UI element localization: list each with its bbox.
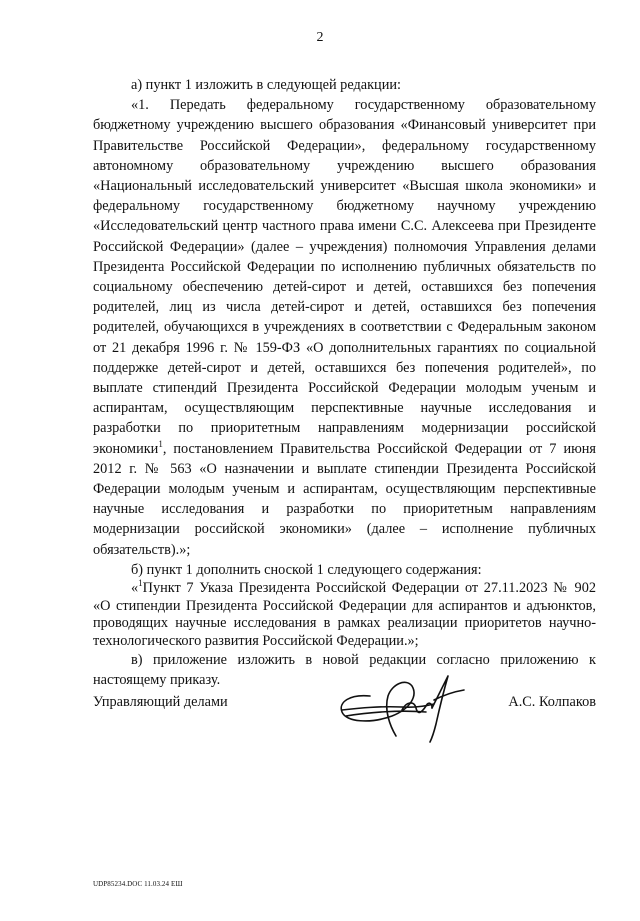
paragraph-point-1: [93, 95, 596, 560]
page-number: 2: [316, 30, 324, 45]
paragraph-c: в) приложение изложить в новой редакции согласно приложению к настоящему приказу.: [93, 652, 596, 689]
document-footer: UDP85234.DOC 11.03.24 ЕШ: [93, 880, 183, 888]
footnote-number: 1: [138, 578, 143, 589]
footnote-marker: 1: [158, 438, 163, 449]
footnote-open-quote: «: [131, 580, 139, 597]
signatory-position: Управляющий делами: [93, 694, 228, 710]
paragraph-a: а) пункт 1 изложить в следующей редакции:: [131, 77, 401, 93]
paragraph-footnote: [93, 580, 596, 650]
document-body: [93, 75, 596, 690]
footnote-text: Пункт 7 Указа Президента Российской Федерации от 27.11.2023 № 902 «О стипендии Президента Российской Федерации для аспирантов и адъюнктов, проводящих научные исследования в рамках реализации приоритетов научно-технологического развития Российской Федерации.»;: [93, 580, 596, 649]
paragraph-b: б) пункт 1 дополнить сноской 1 следующего содержания:: [131, 561, 482, 578]
paragraph-point-1-text-cont: , постановлением Правительства Российской Федерации от 7 июня 2012 г. № 563 «О назначении и выплате стипендии Президента Российской Федерации молодым ученым и аспирантам, осуществляющим перспективные научные исследования и разработки по приоритетным направлениям модернизации российской экономики» (далее – исполнение публичных обязательств).»;: [93, 440, 596, 558]
paragraph-point-1-text: «1. Передать федеральному государственному образовательному бюджетному учреждению высшего образования «Финансовый университет при Правительстве Российской Федерации», федеральному государственному автономному образовательному учреждению высшего образования «Национальный исследовательский университет «Высшая школа экономики» и федеральному государственному бюджетному научному учреждению «Исследовательский центр частного права имени С.С. Алексеева при Президенте Российской Федерации» (далее – учреждения) полномочия Управления делами Президента Российской Федерации по исполнению публичных обязательств по социальному обеспечению детей-сирот и детей, оставшихся без попечения родителей, лиц из числа детей-сирот и детей, оставшихся без попечения родителей, обучающихся в учреждениях в соответствии с Федеральным законом от 21 декабря 1996 г. № 159-ФЗ «О дополнительных гарантиях по социальной поддержке детей-сирот и детей, оставшихся без попечения родителей», по выплате стипендий Президента Российской Федерации молодым ученым и аспирантам, осуществляющим перспективные научные исследования и разработки по приоритетным направлениям модернизации российской экономики: [93, 97, 596, 457]
handwritten-signature: [330, 666, 480, 746]
signatory-name: А.С. Колпаков: [508, 694, 596, 710]
